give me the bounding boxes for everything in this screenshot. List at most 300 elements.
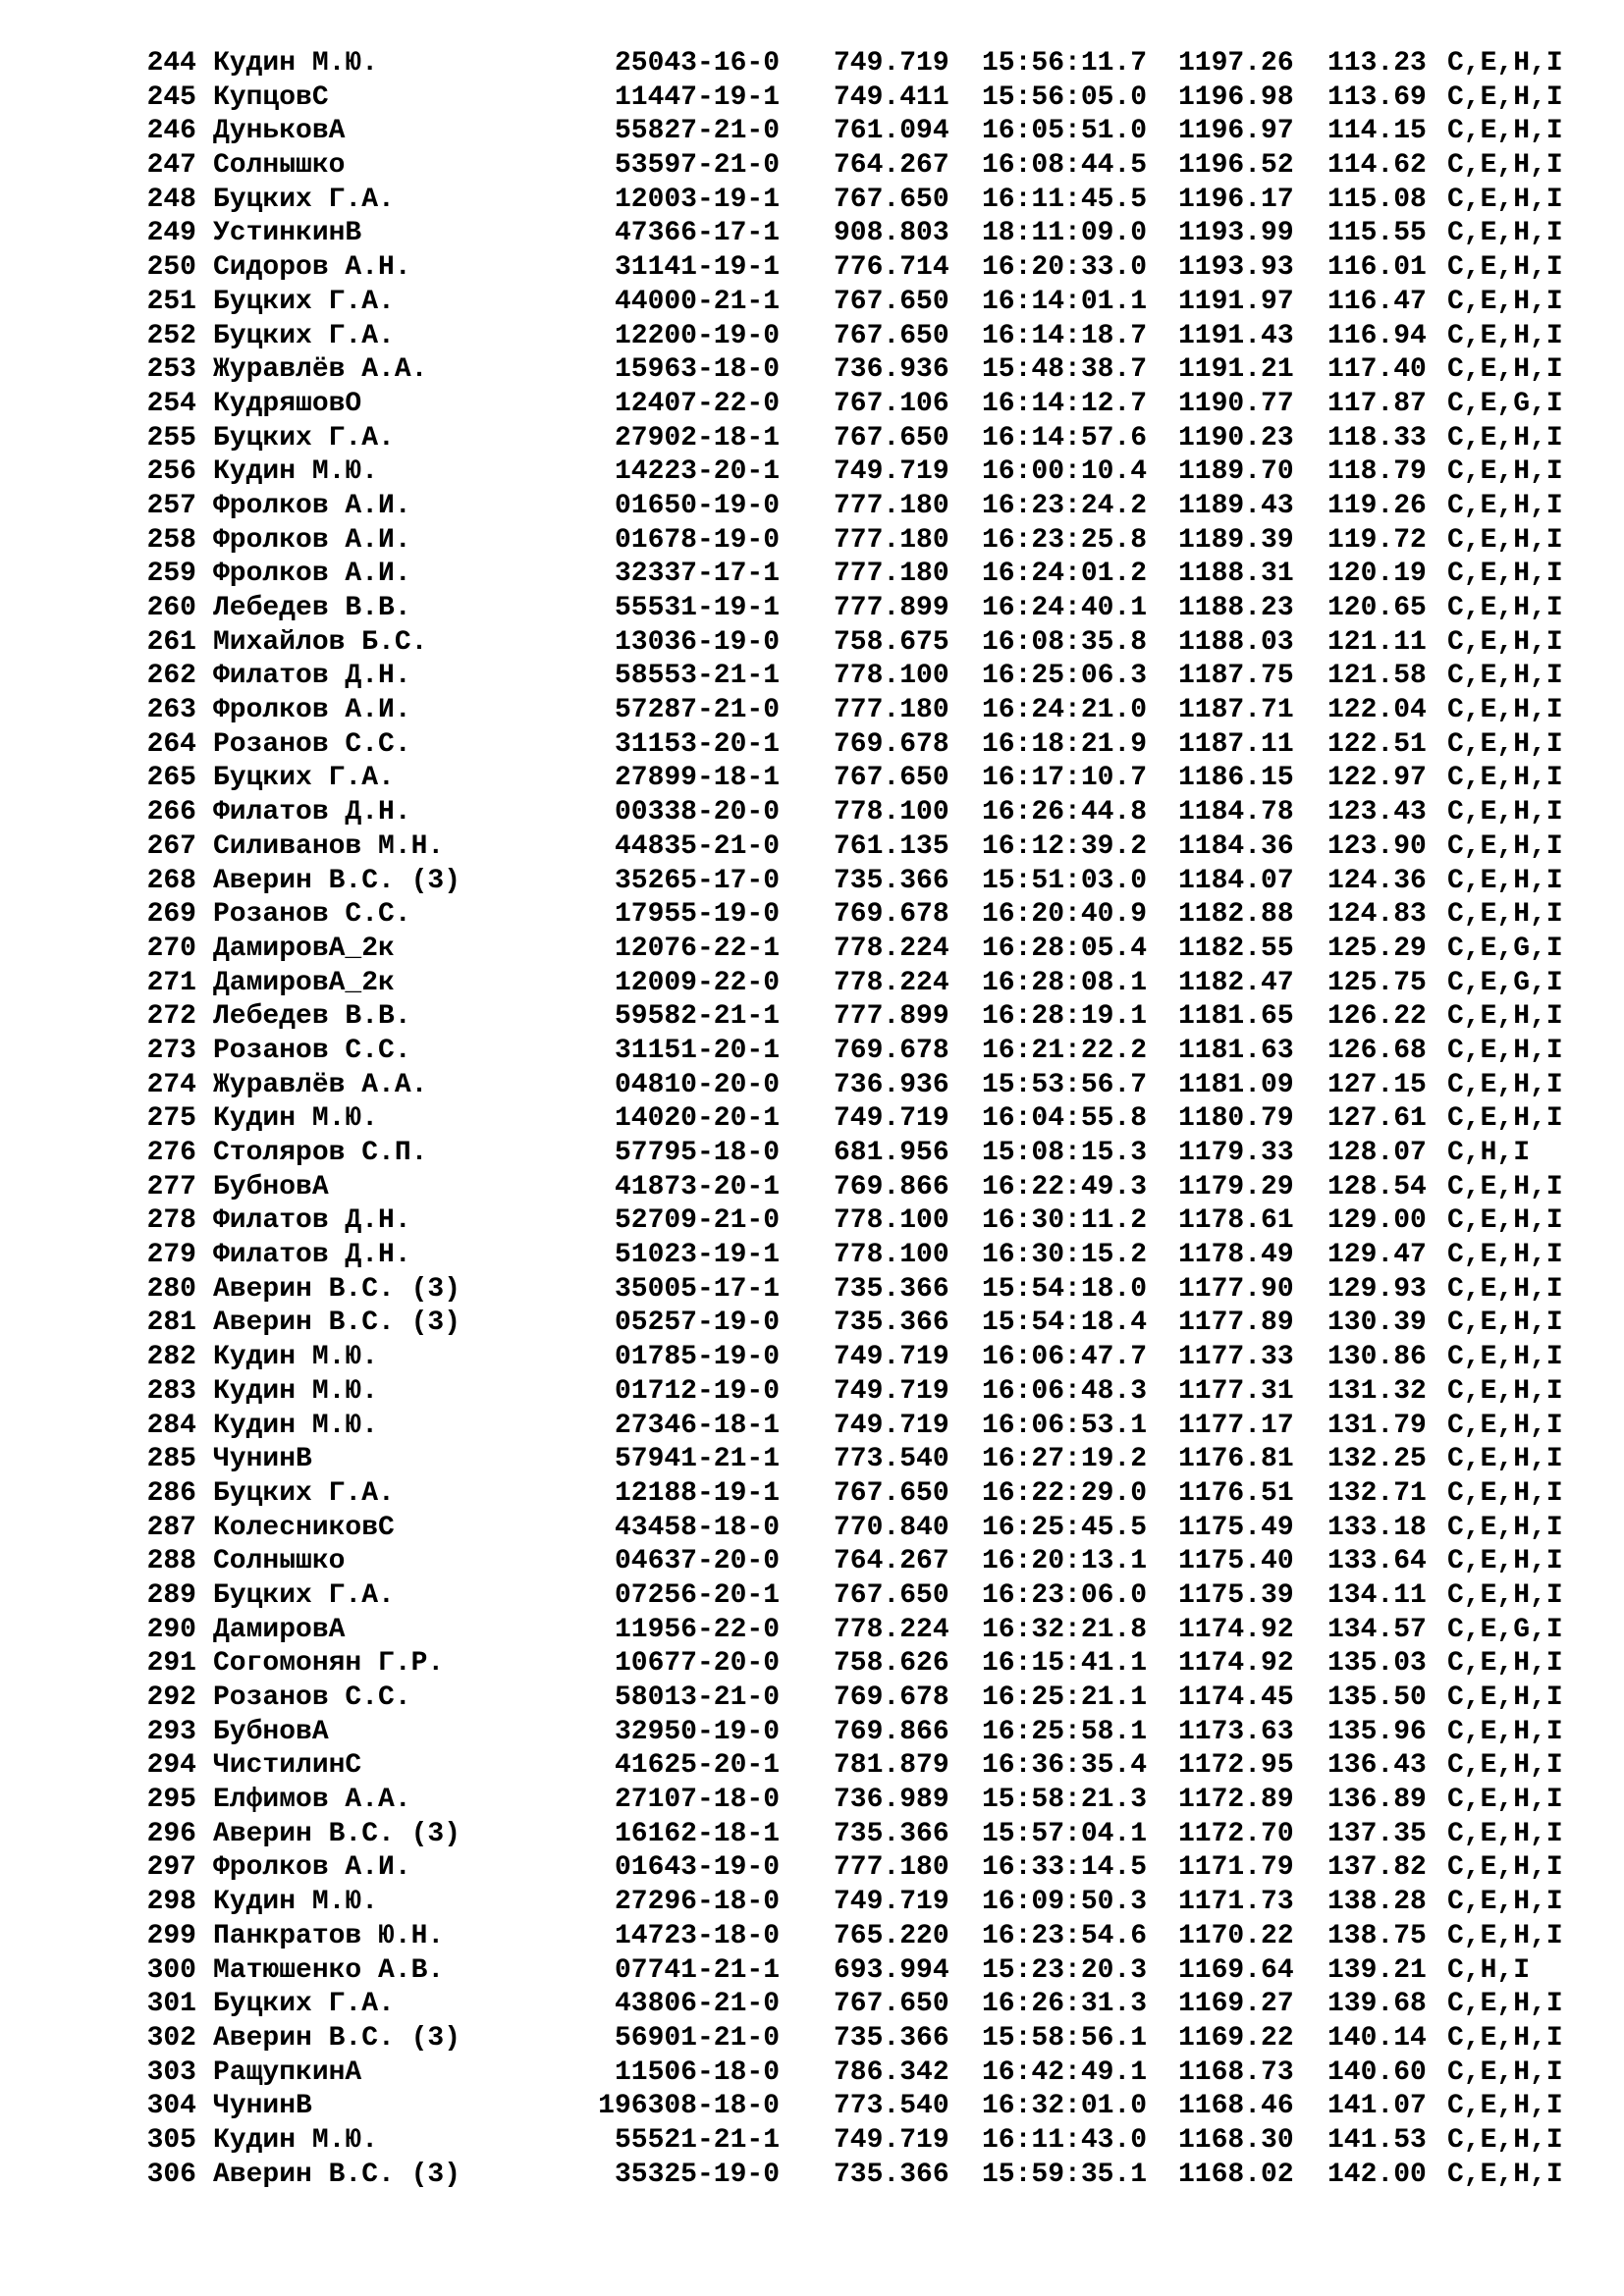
ring-number: 31151-20-1 xyxy=(614,1035,780,1066)
flags: C,E,H,I xyxy=(1447,1579,1563,1611)
place: 270 xyxy=(146,933,196,964)
flags: C,E,H,I xyxy=(1447,1716,1563,1747)
arrival-time: 16:25:21.1 xyxy=(982,1682,1148,1713)
ring-number: 01712-19-0 xyxy=(614,1375,780,1407)
arrival-time: 16:26:44.8 xyxy=(982,797,1148,828)
coefficient: 132.71 xyxy=(1327,1477,1427,1509)
distance: 908.803 xyxy=(834,218,949,249)
fancier-name: Буцких Г.А. xyxy=(213,184,395,215)
place: 276 xyxy=(146,1138,196,1168)
arrival-time: 15:58:21.3 xyxy=(982,1785,1148,1816)
coefficient: 129.47 xyxy=(1327,1240,1427,1271)
ring-number: 55531-19-1 xyxy=(614,593,780,623)
ring-number: 13036-19-0 xyxy=(614,626,780,658)
fancier-name: Розанов С.С. xyxy=(213,728,411,760)
distance: 735.366 xyxy=(834,865,949,896)
coefficient: 116.47 xyxy=(1327,286,1427,317)
fancier-name: Буцких Г.А. xyxy=(213,1579,395,1611)
fancier-name: Панкратов Ю.Н. xyxy=(213,1920,445,1951)
ring-number: 59582-21-1 xyxy=(614,1001,780,1033)
arrival-time: 16:42:49.1 xyxy=(982,2056,1148,2088)
place: 293 xyxy=(146,1716,196,1747)
ring-number: 01785-19-0 xyxy=(614,1342,780,1373)
place: 288 xyxy=(146,1546,196,1577)
place: 252 xyxy=(146,320,196,351)
coefficient: 133.64 xyxy=(1327,1546,1427,1577)
flags: C,E,H,I xyxy=(1447,490,1563,521)
arrival-time: 16:24:01.2 xyxy=(982,559,1148,590)
arrival-time: 16:22:49.3 xyxy=(982,1171,1148,1202)
coefficient: 114.62 xyxy=(1327,150,1427,182)
speed: 1177.17 xyxy=(1178,1410,1294,1441)
ring-number: 53597-21-0 xyxy=(614,150,780,182)
coefficient: 129.00 xyxy=(1327,1205,1427,1237)
fancier-name: Кудин М.Ю. xyxy=(213,2124,379,2156)
coefficient: 126.22 xyxy=(1327,1001,1427,1033)
speed: 1178.61 xyxy=(1178,1205,1294,1237)
ring-number: 12009-22-0 xyxy=(614,967,780,998)
fancier-name: Лебедев В.В. xyxy=(213,593,411,623)
flags: C,E,H,I xyxy=(1447,2124,1563,2156)
flags: C,E,H,I xyxy=(1447,1989,1563,2020)
flags: C,E,H,I xyxy=(1447,559,1563,590)
arrival-time: 16:00:10.4 xyxy=(982,456,1148,488)
coefficient: 135.96 xyxy=(1327,1716,1427,1747)
fancier-name: Буцких Г.А. xyxy=(213,763,395,794)
ring-number: 01643-19-0 xyxy=(614,1852,780,1884)
flags: C,E,H,I xyxy=(1447,354,1563,386)
distance: 749.719 xyxy=(834,456,949,488)
arrival-time: 16:09:50.3 xyxy=(982,1887,1148,1918)
coefficient: 129.93 xyxy=(1327,1273,1427,1305)
distance: 736.936 xyxy=(834,354,949,386)
distance: 749.411 xyxy=(834,81,949,113)
arrival-time: 16:12:39.2 xyxy=(982,830,1148,862)
arrival-time: 16:14:01.1 xyxy=(982,286,1148,317)
arrival-time: 15:56:05.0 xyxy=(982,81,1148,113)
place: 268 xyxy=(146,865,196,896)
coefficient: 126.68 xyxy=(1327,1035,1427,1066)
ring-number: 14020-20-1 xyxy=(614,1103,780,1135)
flags: C,E,H,I xyxy=(1447,661,1563,692)
fancier-name: ЧистилинС xyxy=(213,1750,362,1782)
fancier-name: Фролков А.И. xyxy=(213,524,411,556)
place: 261 xyxy=(146,626,196,658)
coefficient: 113.23 xyxy=(1327,48,1427,79)
arrival-time: 16:14:12.7 xyxy=(982,388,1148,419)
coefficient: 116.01 xyxy=(1327,252,1427,284)
ring-number: 16162-18-1 xyxy=(614,1818,780,1849)
fancier-name: Кудин М.Ю. xyxy=(213,1375,379,1407)
distance: 778.100 xyxy=(834,661,949,692)
place: 272 xyxy=(146,1001,196,1033)
ring-number: 32337-17-1 xyxy=(614,559,780,590)
fancier-name: Столяров С.П. xyxy=(213,1138,428,1168)
place: 260 xyxy=(146,593,196,623)
fancier-name: ДамировА_2к xyxy=(213,933,395,964)
speed: 1175.40 xyxy=(1178,1546,1294,1577)
speed: 1190.23 xyxy=(1178,422,1294,454)
place: 278 xyxy=(146,1205,196,1237)
coefficient: 124.83 xyxy=(1327,899,1427,931)
fancier-name: УстинкинВ xyxy=(213,218,362,249)
ring-number: 35325-19-0 xyxy=(614,2159,780,2190)
arrival-time: 16:25:45.5 xyxy=(982,1512,1148,1543)
distance: 736.989 xyxy=(834,1785,949,1816)
ring-number: 44835-21-0 xyxy=(614,830,780,862)
fancier-name: ДуньковА xyxy=(213,116,346,147)
ring-number: 41873-20-1 xyxy=(614,1171,780,1202)
distance: 777.180 xyxy=(834,524,949,556)
ring-number: 12200-19-0 xyxy=(614,320,780,351)
distance: 777.180 xyxy=(834,695,949,726)
fancier-name: КудряшовО xyxy=(213,388,362,419)
arrival-time: 16:05:51.0 xyxy=(982,116,1148,147)
coefficient: 119.72 xyxy=(1327,524,1427,556)
fancier-name: РащупкинА xyxy=(213,2056,362,2088)
place: 246 xyxy=(146,116,196,147)
speed: 1182.47 xyxy=(1178,967,1294,998)
speed: 1184.07 xyxy=(1178,865,1294,896)
fancier-name: ДамировА xyxy=(213,1614,346,1645)
place: 282 xyxy=(146,1342,196,1373)
coefficient: 115.55 xyxy=(1327,218,1427,249)
speed: 1181.09 xyxy=(1178,1069,1294,1100)
arrival-time: 15:51:03.0 xyxy=(982,865,1148,896)
flags: C,H,I xyxy=(1447,1954,1531,1986)
arrival-time: 16:24:40.1 xyxy=(982,593,1148,623)
distance: 761.135 xyxy=(834,830,949,862)
flags: C,E,H,I xyxy=(1447,797,1563,828)
place: 251 xyxy=(146,286,196,317)
place: 294 xyxy=(146,1750,196,1782)
speed: 1191.21 xyxy=(1178,354,1294,386)
coefficient: 132.25 xyxy=(1327,1444,1427,1475)
ring-number: 01678-19-0 xyxy=(614,524,780,556)
flags: C,E,H,I xyxy=(1447,1240,1563,1271)
flags: C,E,H,I xyxy=(1447,763,1563,794)
speed: 1169.27 xyxy=(1178,1989,1294,2020)
arrival-time: 16:23:06.0 xyxy=(982,1579,1148,1611)
arrival-time: 16:20:40.9 xyxy=(982,899,1148,931)
speed: 1189.70 xyxy=(1178,456,1294,488)
arrival-time: 16:24:21.0 xyxy=(982,695,1148,726)
coefficient: 142.00 xyxy=(1327,2159,1427,2190)
ring-number: 196308-18-0 xyxy=(598,2091,780,2122)
distance: 767.106 xyxy=(834,388,949,419)
flags: C,E,H,I xyxy=(1447,252,1563,284)
ring-number: 12076-22-1 xyxy=(614,933,780,964)
place: 271 xyxy=(146,967,196,998)
coefficient: 122.04 xyxy=(1327,695,1427,726)
place: 296 xyxy=(146,1818,196,1849)
arrival-time: 16:08:35.8 xyxy=(982,626,1148,658)
coefficient: 117.87 xyxy=(1327,388,1427,419)
ring-number: 57941-21-1 xyxy=(614,1444,780,1475)
arrival-time: 16:33:14.5 xyxy=(982,1852,1148,1884)
fancier-name: Фролков А.И. xyxy=(213,559,411,590)
coefficient: 137.82 xyxy=(1327,1852,1427,1884)
flags: C,E,H,I xyxy=(1447,899,1563,931)
speed: 1196.17 xyxy=(1178,184,1294,215)
speed: 1172.95 xyxy=(1178,1750,1294,1782)
arrival-time: 16:21:22.2 xyxy=(982,1035,1148,1066)
ring-number: 04637-20-0 xyxy=(614,1546,780,1577)
flags: C,E,H,I xyxy=(1447,1887,1563,1918)
flags: C,E,H,I xyxy=(1447,2091,1563,2122)
arrival-time: 16:23:25.8 xyxy=(982,524,1148,556)
distance: 778.224 xyxy=(834,933,949,964)
speed: 1184.78 xyxy=(1178,797,1294,828)
speed: 1168.73 xyxy=(1178,2056,1294,2088)
place: 254 xyxy=(146,388,196,419)
ring-number: 44000-21-1 xyxy=(614,286,780,317)
place: 305 xyxy=(146,2124,196,2156)
coefficient: 128.07 xyxy=(1327,1138,1427,1168)
ring-number: 10677-20-0 xyxy=(614,1648,780,1680)
ring-number: 43458-18-0 xyxy=(614,1512,780,1543)
flags: C,E,H,I xyxy=(1447,1920,1563,1951)
flags: C,E,H,I xyxy=(1447,456,1563,488)
flags: C,H,I xyxy=(1447,1138,1531,1168)
distance: 767.650 xyxy=(834,184,949,215)
coefficient: 138.28 xyxy=(1327,1887,1427,1918)
flags: C,E,G,I xyxy=(1447,1614,1563,1645)
coefficient: 123.43 xyxy=(1327,797,1427,828)
ring-number: 07256-20-1 xyxy=(614,1579,780,1611)
distance: 778.100 xyxy=(834,1240,949,1271)
fancier-name: Розанов С.С. xyxy=(213,899,411,931)
fancier-name: Лебедев В.В. xyxy=(213,1001,411,1033)
place: 258 xyxy=(146,524,196,556)
coefficient: 130.86 xyxy=(1327,1342,1427,1373)
fancier-name: Аверин В.С. (3) xyxy=(213,2159,461,2190)
coefficient: 135.03 xyxy=(1327,1648,1427,1680)
flags: C,E,H,I xyxy=(1447,1444,1563,1475)
coefficient: 113.69 xyxy=(1327,81,1427,113)
place: 244 xyxy=(146,48,196,79)
arrival-time: 16:18:21.9 xyxy=(982,728,1148,760)
place: 291 xyxy=(146,1648,196,1680)
arrival-time: 18:11:09.0 xyxy=(982,218,1148,249)
place: 280 xyxy=(146,1273,196,1305)
place: 281 xyxy=(146,1308,196,1339)
distance: 749.719 xyxy=(834,1342,949,1373)
distance: 735.366 xyxy=(834,1273,949,1305)
flags: C,E,H,I xyxy=(1447,728,1563,760)
speed: 1189.39 xyxy=(1178,524,1294,556)
distance: 693.994 xyxy=(834,1954,949,1986)
distance: 777.180 xyxy=(834,490,949,521)
distance: 777.180 xyxy=(834,559,949,590)
place: 292 xyxy=(146,1682,196,1713)
flags: C,E,H,I xyxy=(1447,1171,1563,1202)
fancier-name: Кудин М.Ю. xyxy=(213,1887,379,1918)
ring-number: 12003-19-1 xyxy=(614,184,780,215)
flags: C,E,H,I xyxy=(1447,1103,1563,1135)
arrival-time: 16:14:18.7 xyxy=(982,320,1148,351)
distance: 749.719 xyxy=(834,2124,949,2156)
coefficient: 116.94 xyxy=(1327,320,1427,351)
arrival-time: 16:26:31.3 xyxy=(982,1989,1148,2020)
speed: 1187.71 xyxy=(1178,695,1294,726)
place: 269 xyxy=(146,899,196,931)
distance: 776.714 xyxy=(834,252,949,284)
coefficient: 141.53 xyxy=(1327,2124,1427,2156)
speed: 1172.89 xyxy=(1178,1785,1294,1816)
fancier-name: Фролков А.И. xyxy=(213,695,411,726)
arrival-time: 15:53:56.7 xyxy=(982,1069,1148,1100)
ring-number: 55827-21-0 xyxy=(614,116,780,147)
distance: 767.650 xyxy=(834,763,949,794)
flags: C,E,H,I xyxy=(1447,1273,1563,1305)
arrival-time: 15:23:20.3 xyxy=(982,1954,1148,1986)
coefficient: 118.79 xyxy=(1327,456,1427,488)
speed: 1181.65 xyxy=(1178,1001,1294,1033)
ring-number: 01650-19-0 xyxy=(614,490,780,521)
flags: C,E,H,I xyxy=(1447,1308,1563,1339)
arrival-time: 16:22:29.0 xyxy=(982,1477,1148,1509)
fancier-name: Аверин В.С. (3) xyxy=(213,1308,461,1339)
ring-number: 15963-18-0 xyxy=(614,354,780,386)
flags: C,E,H,I xyxy=(1447,2159,1563,2190)
arrival-time: 16:27:19.2 xyxy=(982,1444,1148,1475)
flags: C,E,H,I xyxy=(1447,1818,1563,1849)
fancier-name: Сидоров А.Н. xyxy=(213,252,411,284)
arrival-time: 16:08:44.5 xyxy=(982,150,1148,182)
fancier-name: Аверин В.С. (3) xyxy=(213,1273,461,1305)
speed: 1179.33 xyxy=(1178,1138,1294,1168)
ring-number: 56901-21-0 xyxy=(614,2022,780,2054)
fancier-name: Силиванов М.Н. xyxy=(213,830,445,862)
place: 274 xyxy=(146,1069,196,1100)
coefficient: 123.90 xyxy=(1327,830,1427,862)
place: 300 xyxy=(146,1954,196,1986)
fancier-name: Кудин М.Ю. xyxy=(213,48,379,79)
place: 265 xyxy=(146,763,196,794)
arrival-time: 16:06:47.7 xyxy=(982,1342,1148,1373)
fancier-name: Согомонян Г.Р. xyxy=(213,1648,445,1680)
flags: C,E,H,I xyxy=(1447,2022,1563,2054)
ring-number: 14223-20-1 xyxy=(614,456,780,488)
distance: 749.719 xyxy=(834,1887,949,1918)
distance: 769.866 xyxy=(834,1716,949,1747)
place: 302 xyxy=(146,2022,196,2054)
coefficient: 140.14 xyxy=(1327,2022,1427,2054)
fancier-name: ДамировА_2к xyxy=(213,967,395,998)
fancier-name: КупцовС xyxy=(213,81,329,113)
arrival-time: 16:28:19.1 xyxy=(982,1001,1148,1033)
flags: C,E,H,I xyxy=(1447,1648,1563,1680)
distance: 778.100 xyxy=(834,797,949,828)
speed: 1168.30 xyxy=(1178,2124,1294,2156)
distance: 773.540 xyxy=(834,2091,949,2122)
coefficient: 127.61 xyxy=(1327,1103,1427,1135)
place: 256 xyxy=(146,456,196,488)
coefficient: 133.18 xyxy=(1327,1512,1427,1543)
ring-number: 57795-18-0 xyxy=(614,1138,780,1168)
coefficient: 121.58 xyxy=(1327,661,1427,692)
place: 253 xyxy=(146,354,196,386)
flags: C,E,H,I xyxy=(1447,830,1563,862)
speed: 1169.22 xyxy=(1178,2022,1294,2054)
coefficient: 136.89 xyxy=(1327,1785,1427,1816)
fancier-name: КолесниковС xyxy=(213,1512,395,1543)
fancier-name: Михайлов Б.С. xyxy=(213,626,428,658)
speed: 1188.03 xyxy=(1178,626,1294,658)
coefficient: 139.68 xyxy=(1327,1989,1427,2020)
arrival-time: 16:30:11.2 xyxy=(982,1205,1148,1237)
arrival-time: 15:56:11.7 xyxy=(982,48,1148,79)
ring-number: 12188-19-1 xyxy=(614,1477,780,1509)
ring-number: 43806-21-0 xyxy=(614,1989,780,2020)
fancier-name: Буцких Г.А. xyxy=(213,1989,395,2020)
flags: C,E,H,I xyxy=(1447,422,1563,454)
speed: 1197.26 xyxy=(1178,48,1294,79)
arrival-time: 16:17:10.7 xyxy=(982,763,1148,794)
coefficient: 139.21 xyxy=(1327,1954,1427,1986)
ring-number: 12407-22-0 xyxy=(614,388,780,419)
fancier-name: Аверин В.С. (3) xyxy=(213,865,461,896)
distance: 764.267 xyxy=(834,150,949,182)
coefficient: 138.75 xyxy=(1327,1920,1427,1951)
distance: 767.650 xyxy=(834,320,949,351)
fancier-name: Аверин В.С. (3) xyxy=(213,1818,461,1849)
place: 297 xyxy=(146,1852,196,1884)
arrival-time: 16:23:24.2 xyxy=(982,490,1148,521)
flags: C,E,H,I xyxy=(1447,1035,1563,1066)
place: 279 xyxy=(146,1240,196,1271)
place: 290 xyxy=(146,1614,196,1645)
fancier-name: Журавлёв А.А. xyxy=(213,354,428,386)
place: 273 xyxy=(146,1035,196,1066)
coefficient: 125.75 xyxy=(1327,967,1427,998)
speed: 1180.79 xyxy=(1178,1103,1294,1135)
place: 283 xyxy=(146,1375,196,1407)
arrival-time: 15:57:04.1 xyxy=(982,1818,1148,1849)
flags: C,E,H,I xyxy=(1447,865,1563,896)
distance: 769.678 xyxy=(834,1682,949,1713)
arrival-time: 16:28:05.4 xyxy=(982,933,1148,964)
fancier-name: Филатов Д.Н. xyxy=(213,797,411,828)
speed: 1175.49 xyxy=(1178,1512,1294,1543)
place: 248 xyxy=(146,184,196,215)
speed: 1169.64 xyxy=(1178,1954,1294,1986)
fancier-name: Журавлёв А.А. xyxy=(213,1069,428,1100)
flags: C,E,H,I xyxy=(1447,1001,1563,1033)
speed: 1191.97 xyxy=(1178,286,1294,317)
speed: 1177.31 xyxy=(1178,1375,1294,1407)
ring-number: 31141-19-1 xyxy=(614,252,780,284)
ring-number: 11506-18-0 xyxy=(614,2056,780,2088)
arrival-time: 15:48:38.7 xyxy=(982,354,1148,386)
fancier-name: Филатов Д.Н. xyxy=(213,661,411,692)
distance: 777.899 xyxy=(834,593,949,623)
distance: 778.100 xyxy=(834,1205,949,1237)
speed: 1170.22 xyxy=(1178,1920,1294,1951)
coefficient: 131.79 xyxy=(1327,1410,1427,1441)
flags: C,E,H,I xyxy=(1447,1205,1563,1237)
arrival-time: 16:11:43.0 xyxy=(982,2124,1148,2156)
speed: 1189.43 xyxy=(1178,490,1294,521)
speed: 1182.55 xyxy=(1178,933,1294,964)
distance: 681.956 xyxy=(834,1138,949,1168)
distance: 769.866 xyxy=(834,1171,949,1202)
coefficient: 122.97 xyxy=(1327,763,1427,794)
place: 255 xyxy=(146,422,196,454)
distance: 735.366 xyxy=(834,1818,949,1849)
distance: 749.719 xyxy=(834,1375,949,1407)
